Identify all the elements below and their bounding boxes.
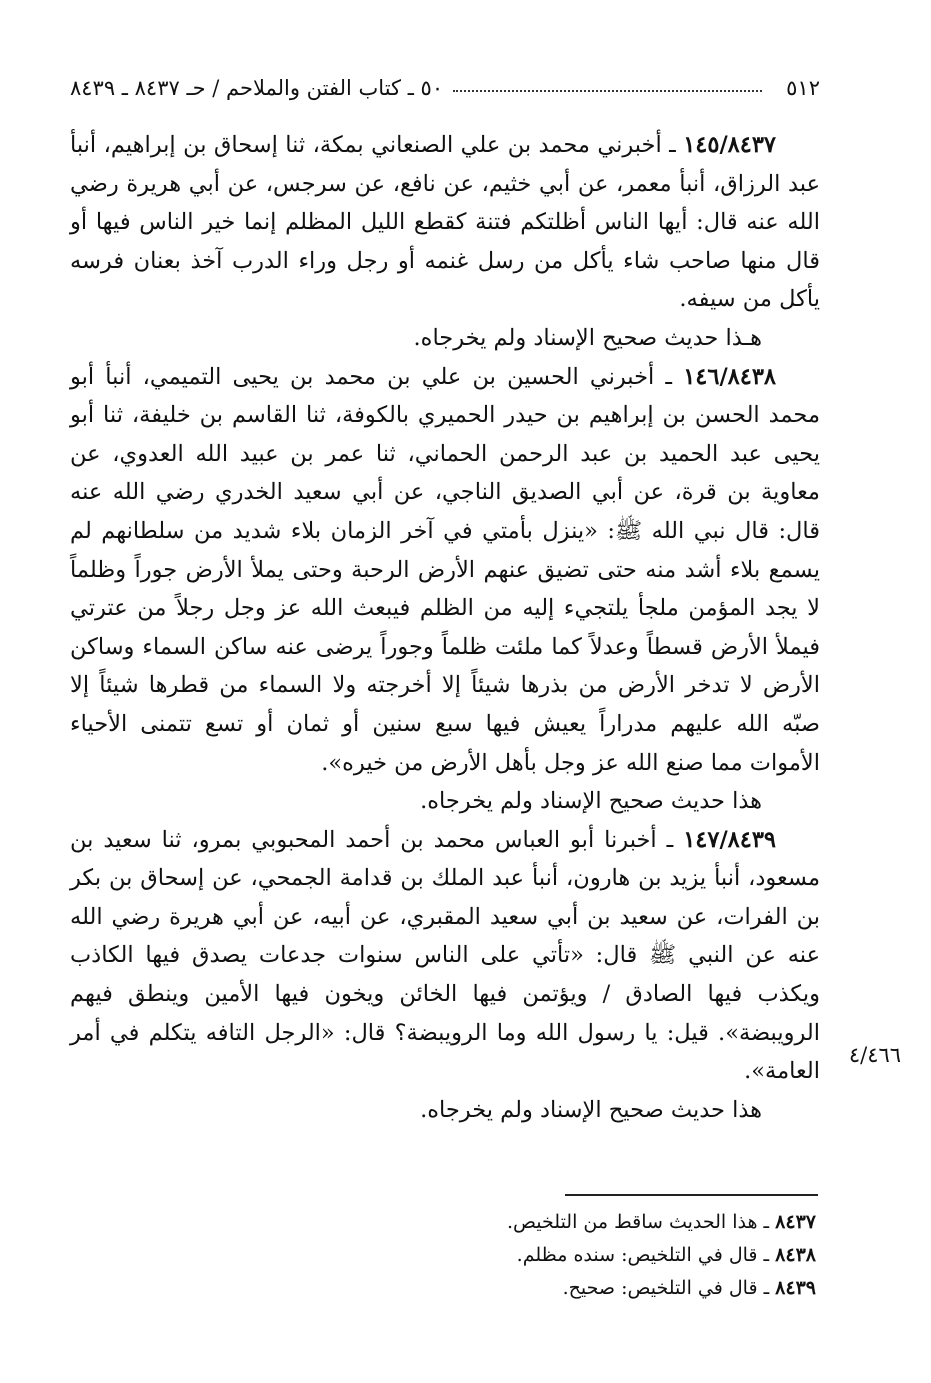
header-leader-dots: [453, 90, 762, 92]
footnote: [70, 1206, 820, 1239]
main-text: [70, 126, 820, 1129]
hadith-verdict: هذا حديث صحيح الإسناد ولم يخرجاه.: [420, 1096, 762, 1123]
margin-page-reference: ٤/٤٦٦: [848, 1043, 902, 1067]
footnote-number: ٨٤٣٧: [775, 1211, 816, 1233]
footnote: [70, 1272, 820, 1305]
hadith-number: ١٤٥/٨٤٣٧: [683, 132, 776, 158]
page-number: ٥١٢: [786, 76, 820, 100]
footnote-text: ـ قال في التلخيص: صحيح.: [562, 1277, 776, 1299]
hadith-8439: [70, 821, 820, 1091]
hadith-text: ـ أخبرنا أبو العباس محمد بن أحمد المحبوبي بمرو، ثنا سعيد بن مسعود، أنبأ يزيد بن هارون، أنبأ عبد الملك بن قدامة الجمحي، عن إسحاق بن بكر بن الفرات، عن سعيد بن أبي سعيد المقبري، عن أبيه، عن أبي هريرة رضي الله عنه عن النبي ﷺ قال: «تأتي على الناس سنوات جدعات يصدق فيها الكاذب ويكذب فيها الصادق / ويؤتمن فيها الخائن ويخون فيها الأمين وينطق فيهم الرويبضة». قيل: يا رسول الله وما الرويبضة؟ قال: «الرجل التافه يتكلم في أمر العامة».: [70, 826, 820, 1085]
hadith-8438: [70, 358, 820, 783]
hadith-number: ١٤٧/٨٤٣٩: [683, 826, 776, 853]
footnote: [70, 1239, 820, 1272]
running-title: ٥٠ ـ كتاب الفتن والملاحم / حـ ٨٤٣٧ ـ ٨٤٣٩: [70, 76, 444, 100]
footnote-number: ٨٤٣٩: [775, 1277, 816, 1299]
footnote-text: ـ هذا الحديث ساقط من التلخيص.: [506, 1211, 776, 1233]
hadith-verdict: هذا حديث صحيح الإسناد ولم يخرجاه.: [420, 788, 762, 815]
footnote-divider: [565, 1194, 818, 1196]
hadith-number: ١٤٦/٨٤٣٨: [683, 363, 776, 390]
footnote-text: ـ قال في التلخيص: سنده مظلم.: [516, 1244, 776, 1266]
hadith-text: ـ أخبرني الحسين بن علي بن محمد بن يحيى التميمي، أنبأ أبو محمد الحسن بن إبراهيم بن حيدر الحميري بالكوفة، ثنا القاسم بن خليفة، ثنا أبو يحيى عبد الحميد بن عبد الرحمن الحماني، ثنا عمر بن عبيد الله العدوي، عن معاوية بن قرة، عن أبي الصديق الناجي، عن أبي سعيد الخدري رضي الله عنه قال: قال نبي الله ﷺ: «ينزل بأمتي في آخر الزمان بلاء شديد من سلطانهم لم يسمع بلاء أشد منه حتى تضيق عنهم الأرض الرحبة وحتى يملأ الأرض جوراً وظلماً لا يجد المؤمن ملجأ يلتجيء إليه من الظلم فيبعث الله عز وجل رجلاً من عترتي فيملأ الأرض قسطاً وعدلاً كما ملئت ظلماً وجوراً يرضى عنه ساكن السماء وساكن الأرض لا تدخر الأرض من بذرها شيئاً إلا أخرجته ولا السماء من قطرها شيئاً إلا صبّه الله عليهم مدراراً يعيش فيها سبع سنين أو ثمان أو تسع تتمنى الأحياء الأموات مما صنع الله عز وجل بأهل الأرض من خيره».: [70, 363, 820, 776]
hadith-verdict: هـذا حديث صحيح الإسناد ولم يخرجاه.: [413, 324, 762, 351]
footnotes: [70, 1206, 820, 1305]
hadith-8437: [70, 126, 820, 319]
footnote-number: ٨٤٣٨: [775, 1244, 816, 1266]
hadith-text: ـ أخبرني محمد بن علي الصنعاني بمكة، ثنا إسحاق بن إبراهيم، أنبأ عبد الرزاق، أنبأ معمر، عن أبي خثيم، عن نافع، عن سرجس، عن أبي هريرة رضي الله عنه قال: أيها الناس أظلتكم فتنة كقطع الليل المظلم إنما خير الناس فيها أو قال منها صاحب شاء يأكل من رسل غنمه أو رجل وراء الدرب آخذ بعنان فرسه يأكل من سيفه.: [70, 132, 820, 313]
page-header: [70, 70, 820, 106]
